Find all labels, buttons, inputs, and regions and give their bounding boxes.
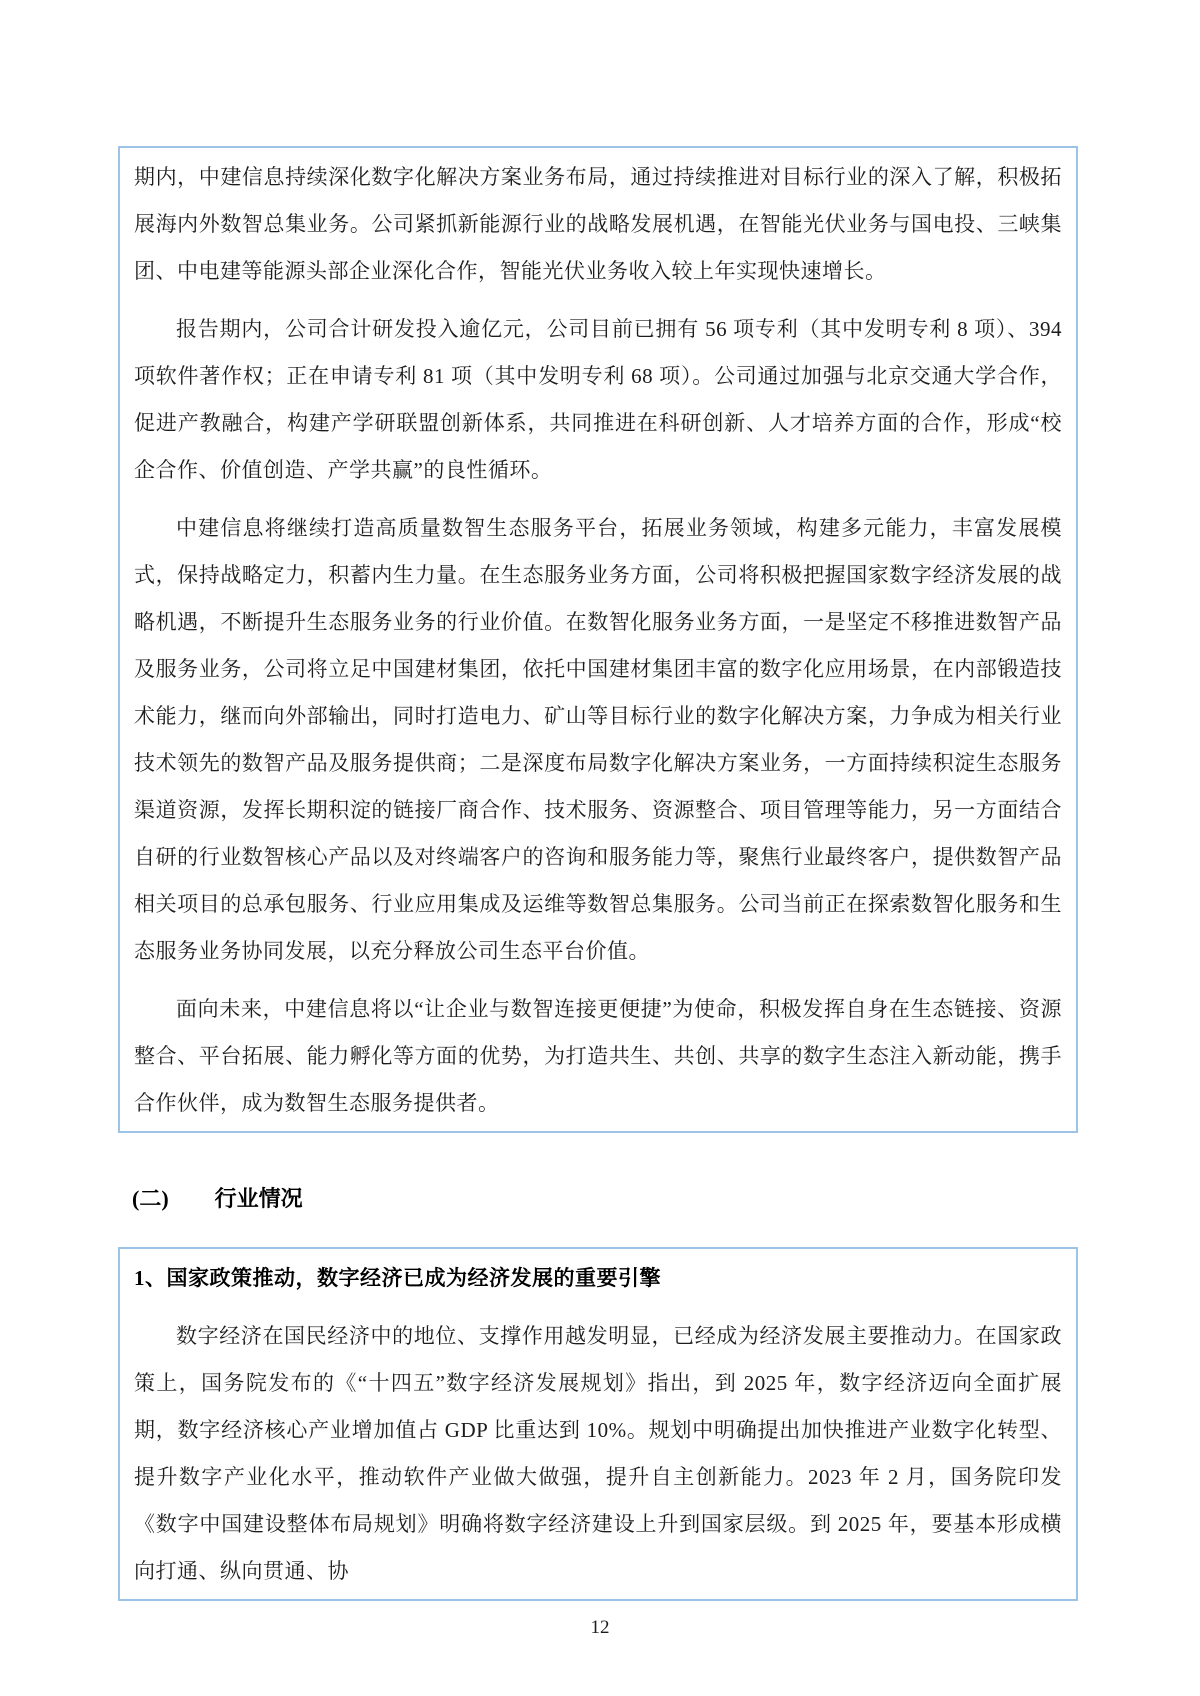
section-title: 行业情况 (214, 1186, 303, 1211)
page-number: 12 (590, 1617, 610, 1638)
overview-paragraph-3: 中建信息将继续打造高质量数智生态服务平台，拓展业务领域，构建多元能力，丰富发展模式，保持战略定力，积蓄内生力量。在生态服务业务方面，公司将积极把握国家数字经济发展的战略机遇，不断提升生态服务业务的行业价值。在数智化服务业务方面，一是坚定不移推进数智产品及服务业务，公司将立足中国建材集团，依托中国建材集团丰富的数字化应用场景，在内部锻造技术能力，继而向外部输出，同时打造电力、矿山等目标行业的数字化解决方案，力争成为相关行业技术领先的数智产品及服务提供商；二是深度布局数字化解决方案业务，一方面持续积淀生态服务渠道资源，发挥长期积淀的链接厂商合作、技术服务、资源整合、项目管理等能力，另一方面结合自研的行业数智核心产品以及对终端客户的咨询和服务能力等，聚焦行业最终客户，提供数智产品相关项目的总承包服务、行业应用集成及运维等数智总集服务。公司当前正在探索数智化服务和生态服务业务协同发展，以充分释放公司生态平台价值。 (134, 516, 1062, 963)
overview-paragraph-1: 期内，中建信息持续深化数字化解决方案业务布局，通过持续推进对目标行业的深入了解，积极拓展海内外数智总集业务。公司紧抓新能源行业的战略发展机遇，在智能光伏业务与国电投、三峡集团、中电建等能源头部企业深化合作，智能光伏业务收入较上年实现快速增长。 (134, 165, 1062, 283)
overview-text-box (118, 146, 1078, 1133)
industry-heading: 1、国家政策推动，数字经济已成为经济发展的重要引擎 (134, 1266, 661, 1290)
industry-paragraph-1: 数字经济在国民经济中的地位、支撑作用越发明显，已经成为经济发展主要推动力。在国家政策上，国务院发布的《“十四五”数字经济发展规划》指出，到 2025 年，数字经济迈向全面扩展期，数字经济核心产业增加值占 GDP 比重达到 10%。规划中明确提出加快推进产业数字化转型、提升数字产业化水平，推动软件产业做大做强，提升自主创新能力。2023 年 2 月，国务院印发《数字中国建设整体布局规划》明确将数字经济建设上升到国家层级。到 2025 年，要基本形成横向打通、纵向贯通、协 (134, 1324, 1062, 1583)
industry-text-box (118, 1247, 1078, 1601)
section-heading (118, 1183, 1078, 1215)
overview-paragraph-2: 报告期内，公司合计研发投入逾亿元，公司目前已拥有 56 项专利（其中发明专利 8 项）、394 项软件著作权；正在申请专利 81 项（其中发明专利 68 项）。公司通过加强与北京交通大学合作，促进产教融合，构建产学研联盟创新体系，共同推进在科研创新、人才培养方面的合作，形成“校企合作、价值创造、产学共赢”的良性循环。 (134, 317, 1062, 482)
overview-paragraph-4: 面向未来，中建信息将以“让企业与数智连接更便捷”为使命，积极发挥自身在生态链接、资源整合、平台拓展、能力孵化等方面的优势，为打造共生、共创、共享的数字生态注入新动能，携手合作伙伴，成为数智生态服务提供者。 (134, 997, 1062, 1115)
section-numbering: (二) (132, 1186, 169, 1211)
